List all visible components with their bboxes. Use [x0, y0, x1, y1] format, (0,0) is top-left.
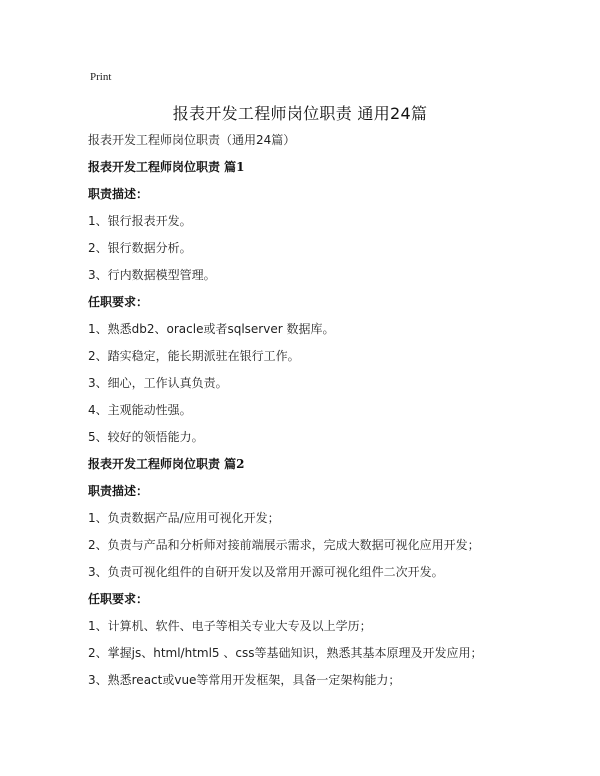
- list-item: 5、较好的领悟能力。: [88, 430, 204, 444]
- section-heading: 报表开发工程师岗位职责 篇2: [88, 457, 245, 471]
- list-item: 1、熟悉db2、oracle或者sqlserver 数据库。: [88, 322, 335, 336]
- list-item: 3、负责可视化组件的自研开发以及常用开源可视化组件二次开发。: [88, 565, 444, 579]
- list-item: 2、银行数据分析。: [88, 241, 192, 255]
- list-item: 2、掌握js、html/html5 、css等基础知识，熟悉其基本原理及开发应用；: [88, 646, 483, 660]
- subheading-duties: 职责描述：: [88, 187, 149, 201]
- list-item: 3、行内数据模型管理。: [88, 268, 216, 282]
- intro-line: 报表开发工程师岗位职责（通用24篇）: [88, 133, 296, 147]
- list-item: 1、银行报表开发。: [88, 214, 192, 228]
- print-label: Print: [90, 71, 112, 83]
- list-item: 3、细心，工作认真负责。: [88, 376, 228, 390]
- subheading-requirements: 任职要求：: [88, 592, 149, 606]
- list-item: 1、计算机、软件、电子等相关专业大专及以上学历；: [88, 619, 372, 633]
- subheading-duties: 职责描述：: [88, 484, 149, 498]
- subheading-requirements: 任职要求：: [88, 295, 149, 309]
- document-title: 报表开发工程师岗位职责 通用24篇: [172, 104, 428, 123]
- document-body: [88, 131, 568, 698]
- section-heading: 报表开发工程师岗位职责 篇1: [88, 160, 245, 174]
- list-item: 3、熟悉react或vue等常用开发框架，具备一定架构能力；: [88, 673, 401, 687]
- list-item: 2、负责与产品和分析师对接前端展示需求，完成大数据可视化应用开发；: [88, 538, 480, 552]
- list-item: 4、主观能动性强。: [88, 403, 192, 417]
- list-item: 2、踏实稳定，能长期派驻在银行工作。: [88, 349, 300, 363]
- list-item: 1、负责数据产品/应用可视化开发；: [88, 511, 280, 525]
